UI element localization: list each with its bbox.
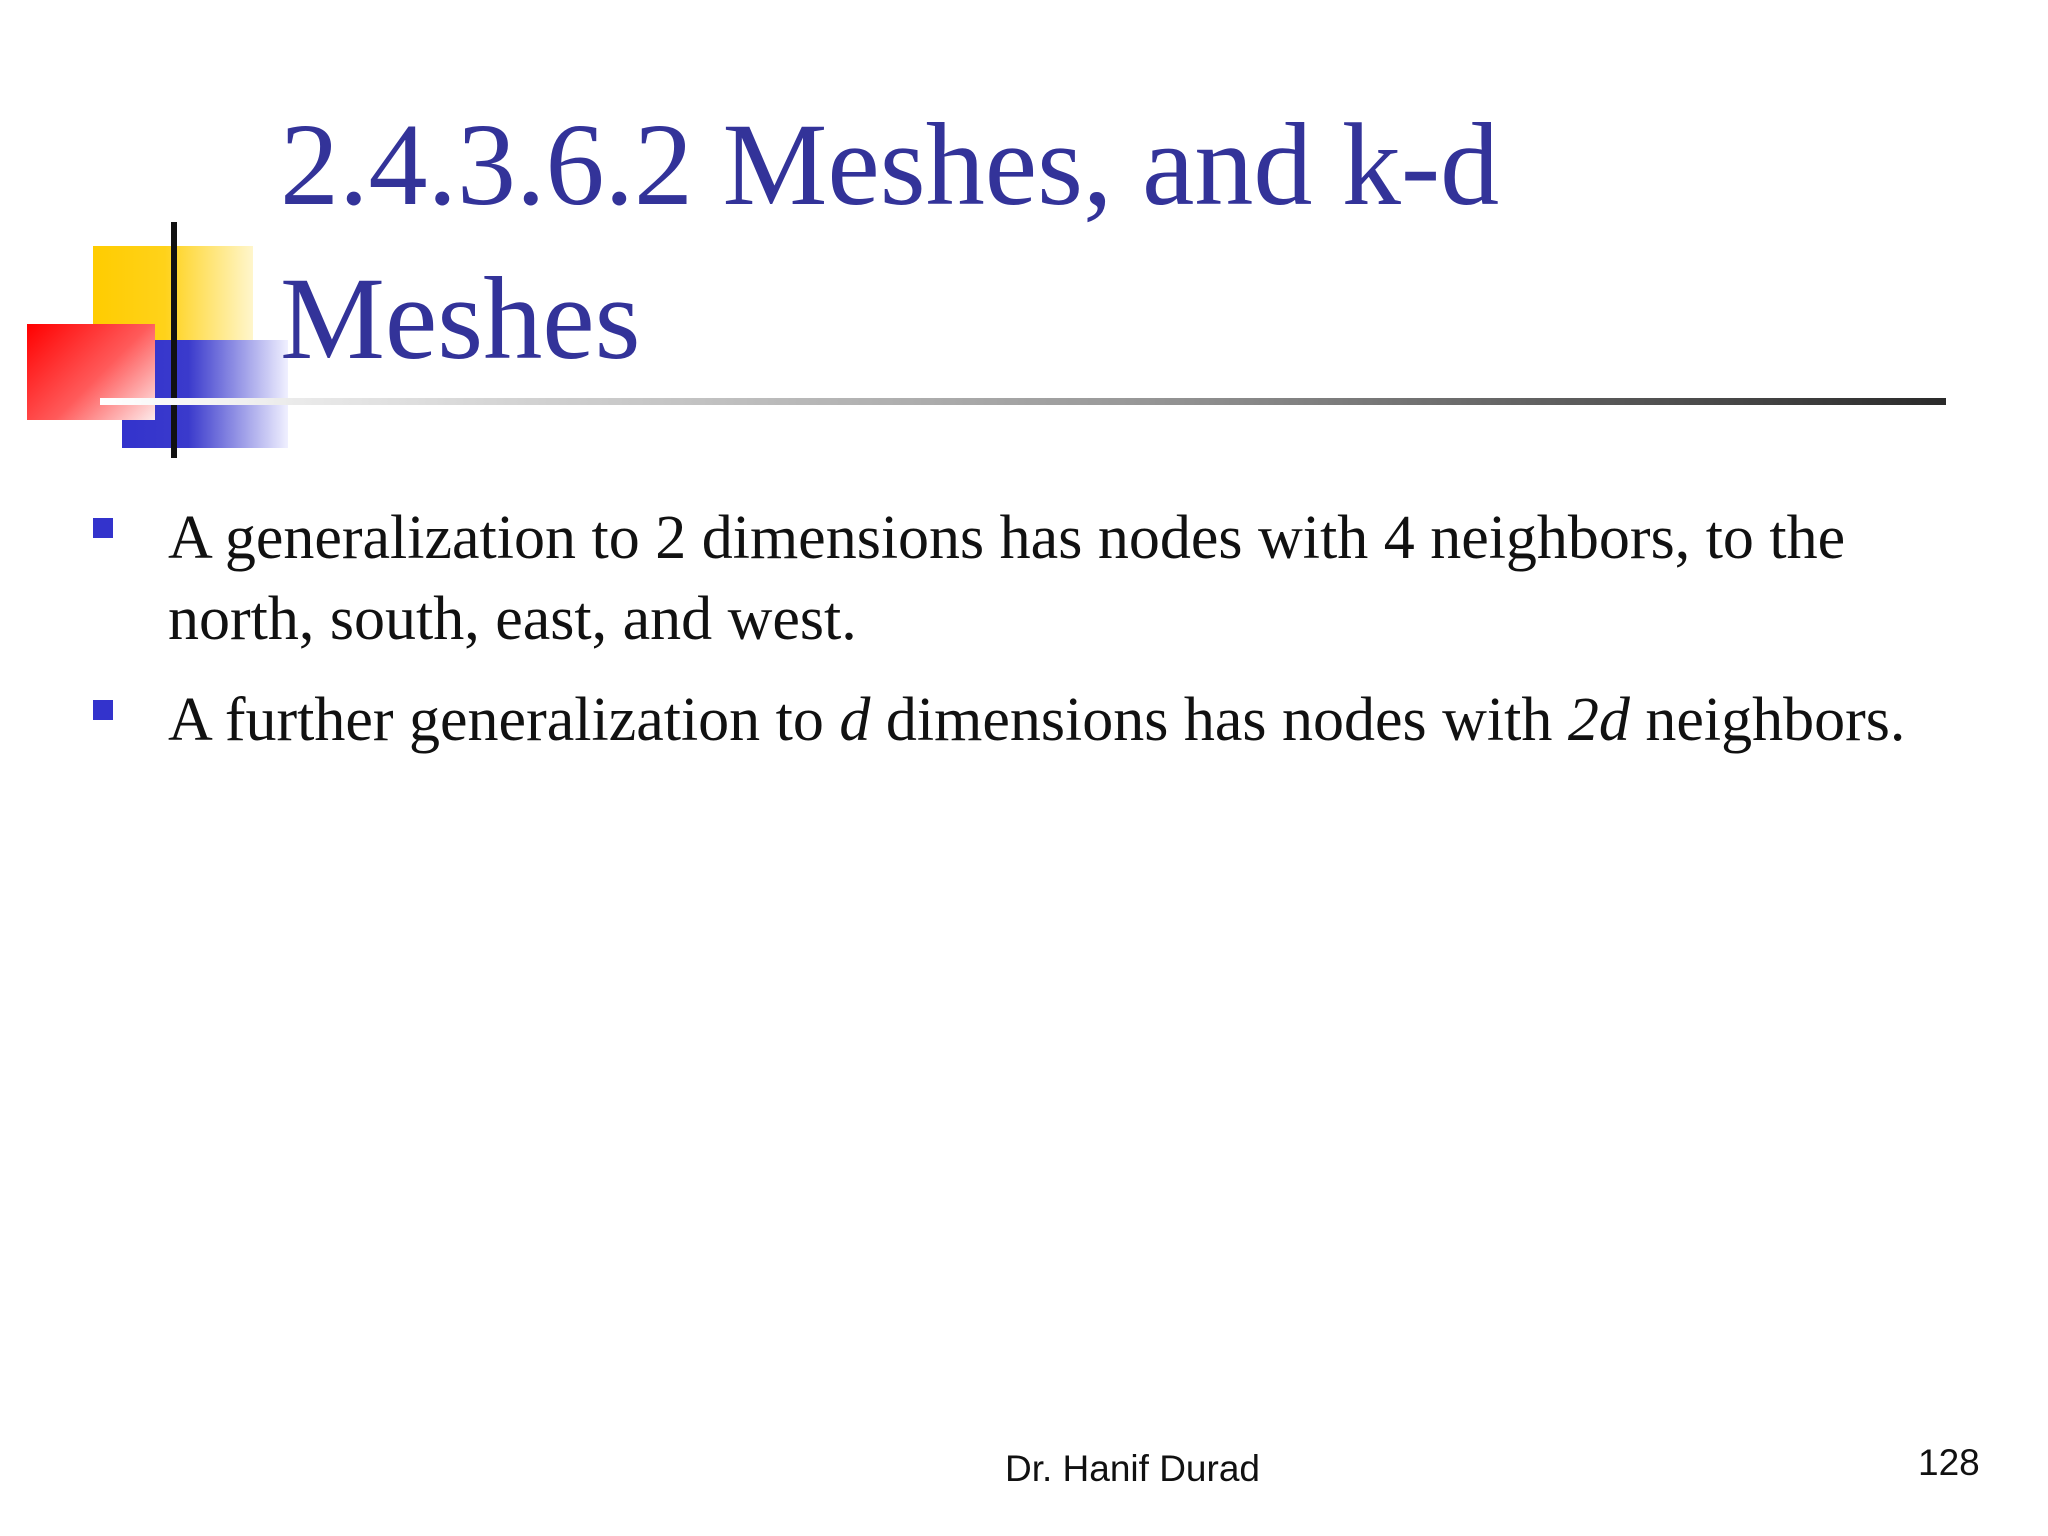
logo-vertical-line	[171, 222, 177, 458]
square-bullet-icon	[93, 700, 113, 720]
logo-red-square	[27, 324, 155, 420]
page-number: 128	[1918, 1442, 1980, 1483]
square-bullet-icon	[93, 518, 113, 538]
footer-author: Dr. Hanif Durad	[1005, 1448, 1260, 1489]
slide-title	[280, 88, 1780, 396]
bullet-text	[168, 686, 1905, 754]
bullet-text: A generalization to 2 dimensions has nodes with 4 neighbors, to the north, south, east, and west.	[168, 504, 1846, 653]
bullet-text-part: neighbors.	[1629, 686, 1906, 754]
title-underline	[100, 398, 1946, 405]
bullet-item	[90, 680, 1960, 761]
bullet-text-italic: d	[839, 686, 871, 754]
bullet-text-part: A further generalization to	[168, 686, 840, 754]
bullet-text-italic: 2d	[1567, 686, 1630, 754]
bullet-text-part: dimensions has nodes with	[870, 686, 1568, 754]
bullet-list	[90, 498, 1960, 781]
bullet-item	[90, 498, 1960, 660]
title-line-1: 2.4.3.6.2 Meshes, and k-d	[280, 99, 1500, 230]
title-line-2: Meshes	[280, 253, 641, 384]
